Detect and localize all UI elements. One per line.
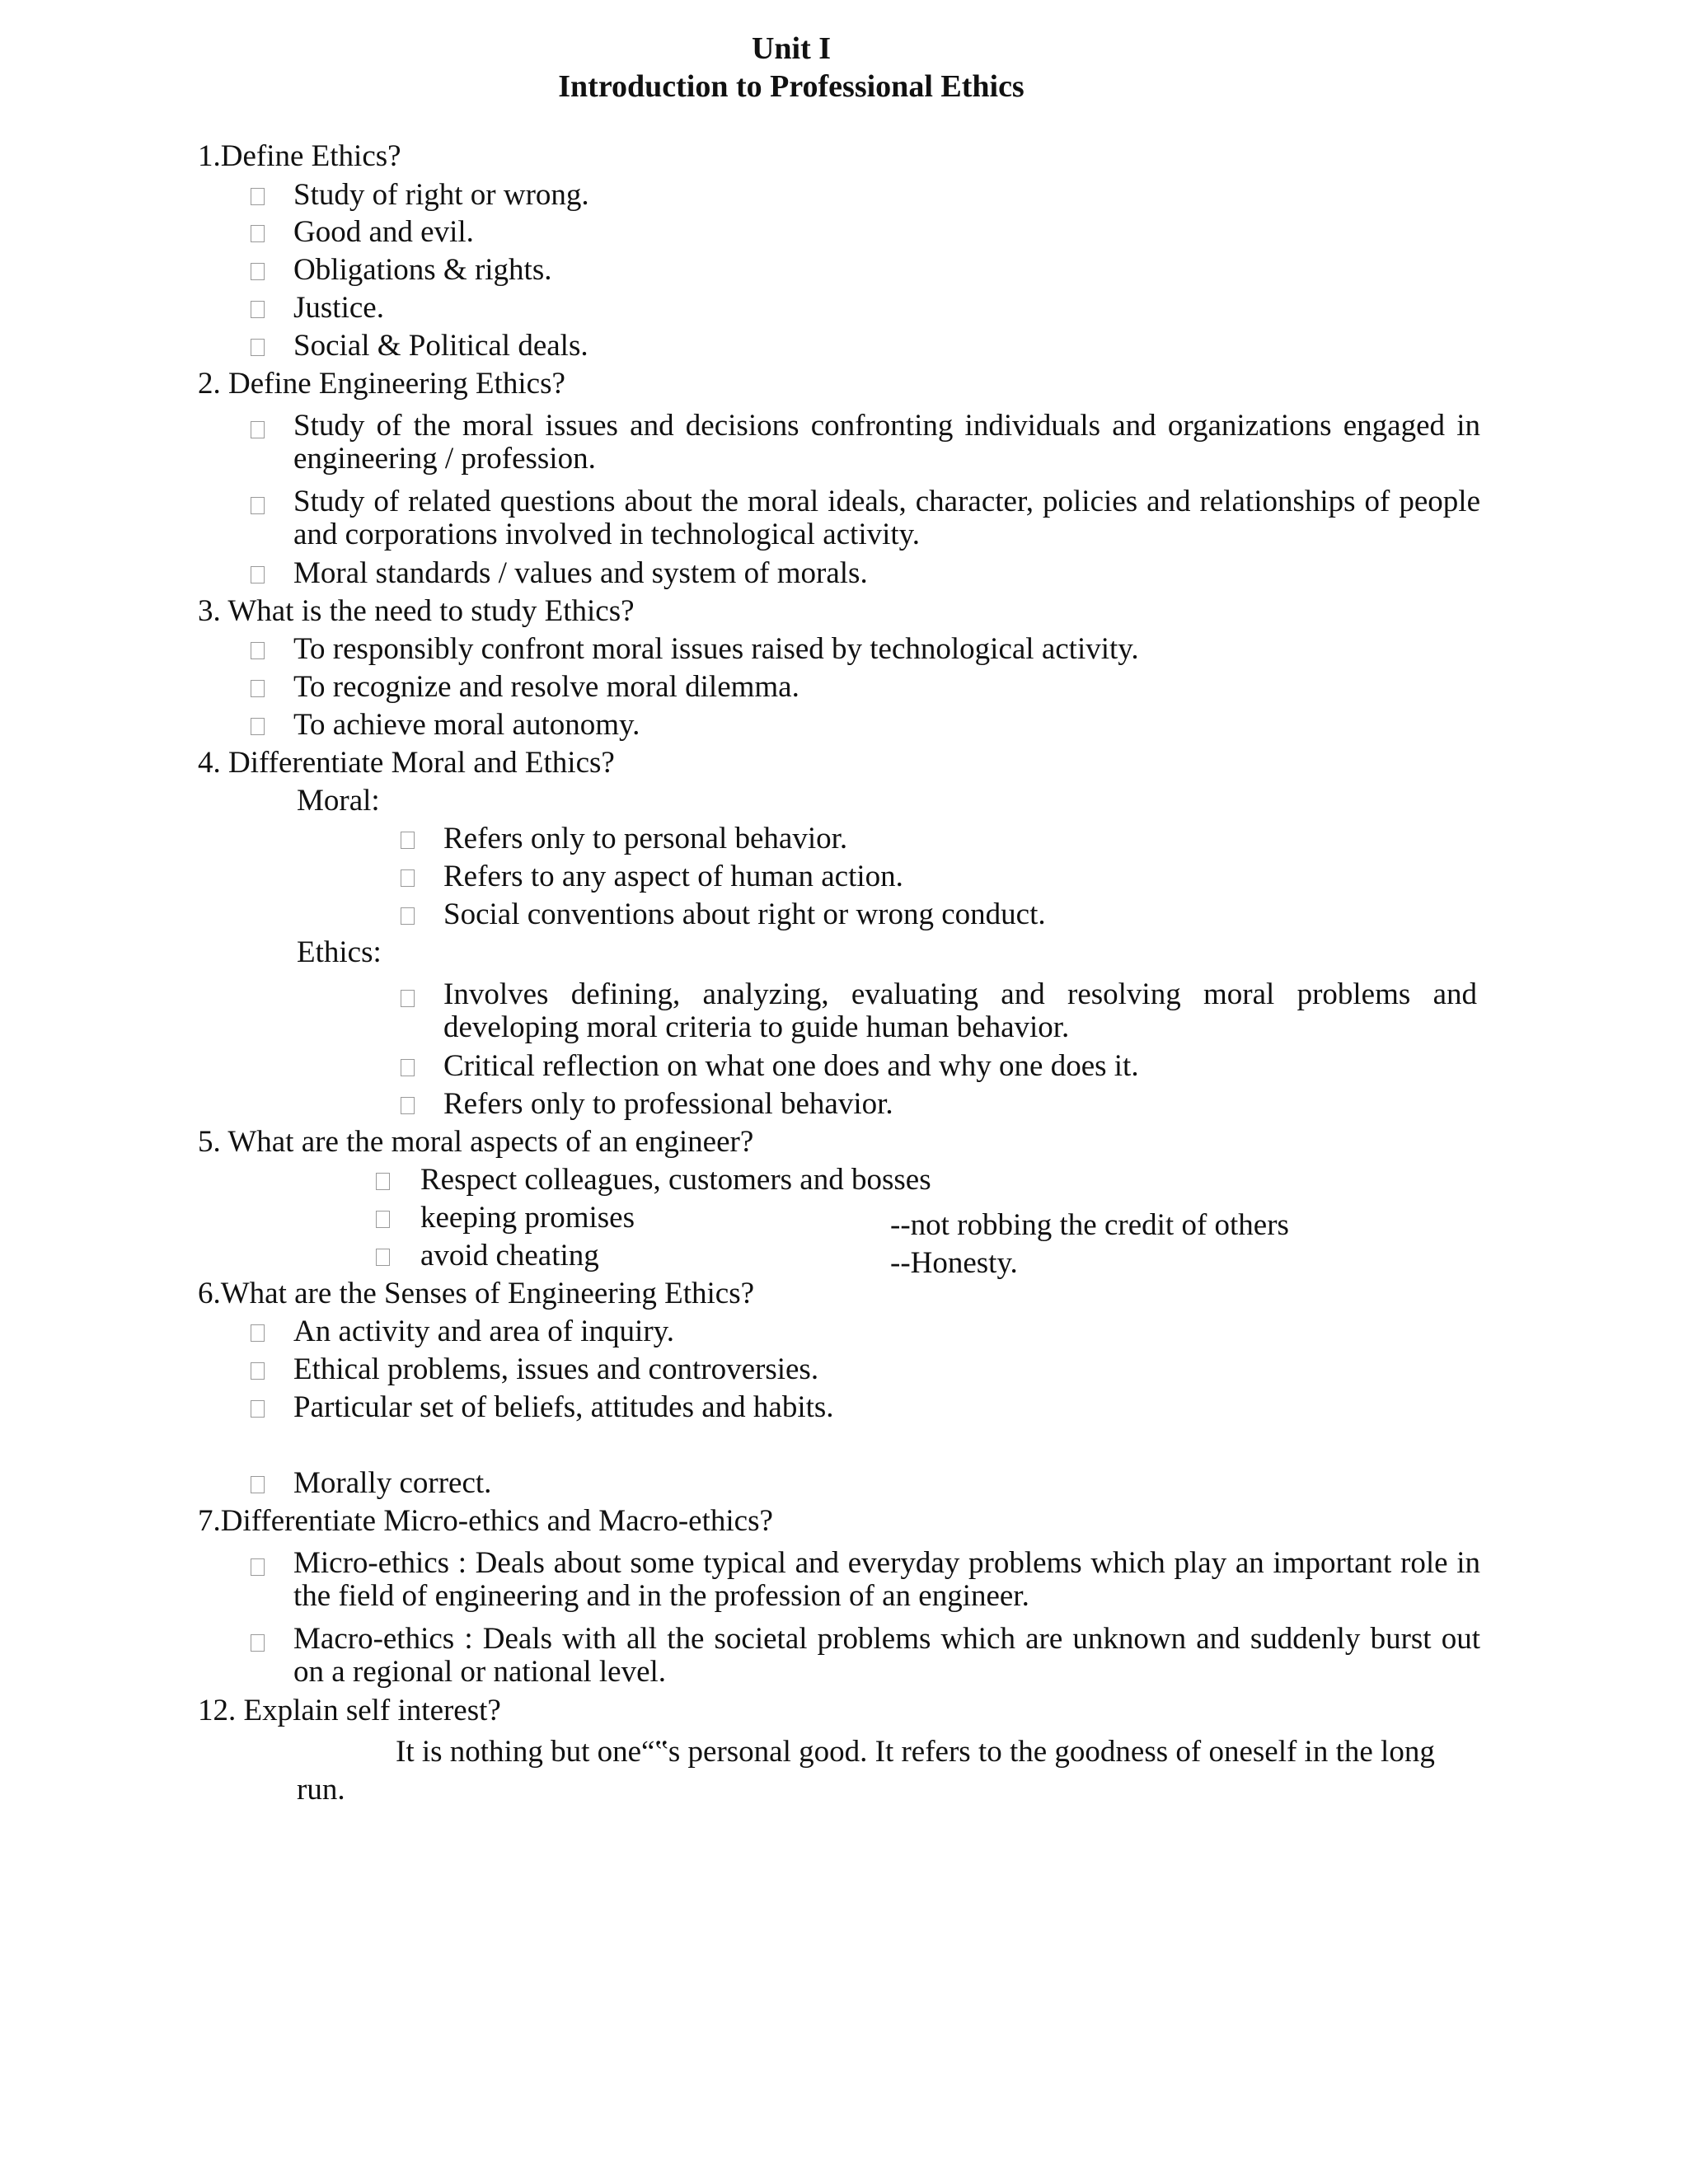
bullet-box-icon bbox=[251, 1558, 265, 1576]
question-6: 6.What are the Senses of Engineering Ethics? bbox=[198, 1277, 755, 1310]
bullet-box-icon bbox=[251, 642, 265, 659]
bullet-box-icon bbox=[401, 1059, 415, 1076]
bullet-box-icon bbox=[251, 566, 265, 583]
question-5: 5. What are the moral aspects of an engineer? bbox=[198, 1125, 754, 1159]
bullet-box-icon bbox=[376, 1249, 390, 1266]
question-3: 3. What is the need to study Ethics? bbox=[198, 594, 635, 628]
document-page: Unit I Introduction to Professional Ethics 1.Define Ethics? Study of right or wrong. Good and evil. Obligations & rights. Justice. Social & Political deals. 2. Define Engineering Ethics? Study of the moral issues and decisions confronting individuals and organizations engaged in engineering / profession. Study of related questions about the moral ideals, character, policies and relationships of people and corporations involved in technological activity. Moral standards / values and system of morals. 3. What is the need to study Ethics? To responsibly confront moral issues raised by technological activity. To recognize and resolve moral dilemma. To achieve moral autonomy. 4. Differentiate Moral and Ethics? Moral: Refers only to personal behavior. Refers to any aspect of human action. Social conventions about right or wrong conduct. Ethics: Involves defining, analyzing, evaluating and resolving moral problems and developing moral criteria to guide human behavior. Critical reflection on what one does and why one does it. Refers only to professional behavior. 5. What are the moral aspects of an engineer? Respect colleagues, customers and bosses keeping promises avoid cheating --not robbing the credit of others --Honesty. 6.What are the Senses of Engineering Ethics? An activity and area of inquiry. Ethical problems, issues and controversies. Particular set of beliefs, attitudes and habits. Morally correct. 7.Differentiate Micro-ethics and Macro-ethics? Micro-ethics : Deals about some typical and everyday problems which play an important role in the field of engineering and in the profession of an engineer. Macro-ethics : Deals with all the societal problems which are unknown and suddenly burst out on a regional or national level. 12. Explain self interest? It is nothing but one“‟s personal good. It refers to the goodness of oneself in the long run. bbox=[0, 0, 1688, 2184]
question-1: 1.Define Ethics? bbox=[198, 139, 401, 173]
bullet-box-icon bbox=[251, 263, 265, 280]
document-title: Introduction to Professional Ethics bbox=[558, 69, 1025, 104]
bullet-box-icon bbox=[251, 301, 265, 318]
bullet-box-icon bbox=[251, 1362, 265, 1380]
bullet-box-icon bbox=[401, 907, 415, 925]
question-4: 4. Differentiate Moral and Ethics? bbox=[198, 746, 615, 780]
unit-heading: Unit I bbox=[751, 31, 832, 66]
moral-label: Moral: bbox=[297, 784, 380, 818]
bullet-box-icon bbox=[251, 1400, 265, 1418]
ethics-label: Ethics: bbox=[297, 935, 382, 969]
bullet-box-icon bbox=[251, 421, 265, 438]
bullet-box-icon bbox=[401, 832, 415, 849]
question-2: 2. Define Engineering Ethics? bbox=[198, 367, 565, 401]
q12-answer: It is nothing but one“‟s personal good. It refers to the goodness of oneself in the long run. bbox=[297, 1735, 1435, 1807]
bullet-box-icon bbox=[251, 1634, 265, 1652]
question-7: 7.Differentiate Micro-ethics and Macro-ethics? bbox=[198, 1504, 773, 1538]
bullet-box-icon bbox=[376, 1211, 390, 1228]
question-12: 12. Explain self interest? bbox=[198, 1694, 501, 1727]
bullet-box-icon bbox=[251, 1476, 265, 1493]
bullet-box-icon bbox=[251, 1324, 265, 1342]
bullet-box-icon bbox=[376, 1173, 390, 1190]
bullet-box-icon bbox=[251, 339, 265, 356]
bullet-box-icon bbox=[401, 869, 415, 887]
bullet-box-icon bbox=[251, 497, 265, 514]
bullet-box-icon bbox=[251, 225, 265, 242]
bullet-box-icon bbox=[251, 188, 265, 205]
bullet-box-icon bbox=[401, 990, 415, 1007]
bullet-box-icon bbox=[401, 1097, 415, 1114]
bullet-box-icon bbox=[251, 718, 265, 735]
q5-extra-note: --not robbing the credit of others bbox=[890, 1208, 1289, 1242]
bullet-box-icon bbox=[251, 680, 265, 697]
q5-extra-note: --Honesty. bbox=[890, 1246, 1018, 1280]
